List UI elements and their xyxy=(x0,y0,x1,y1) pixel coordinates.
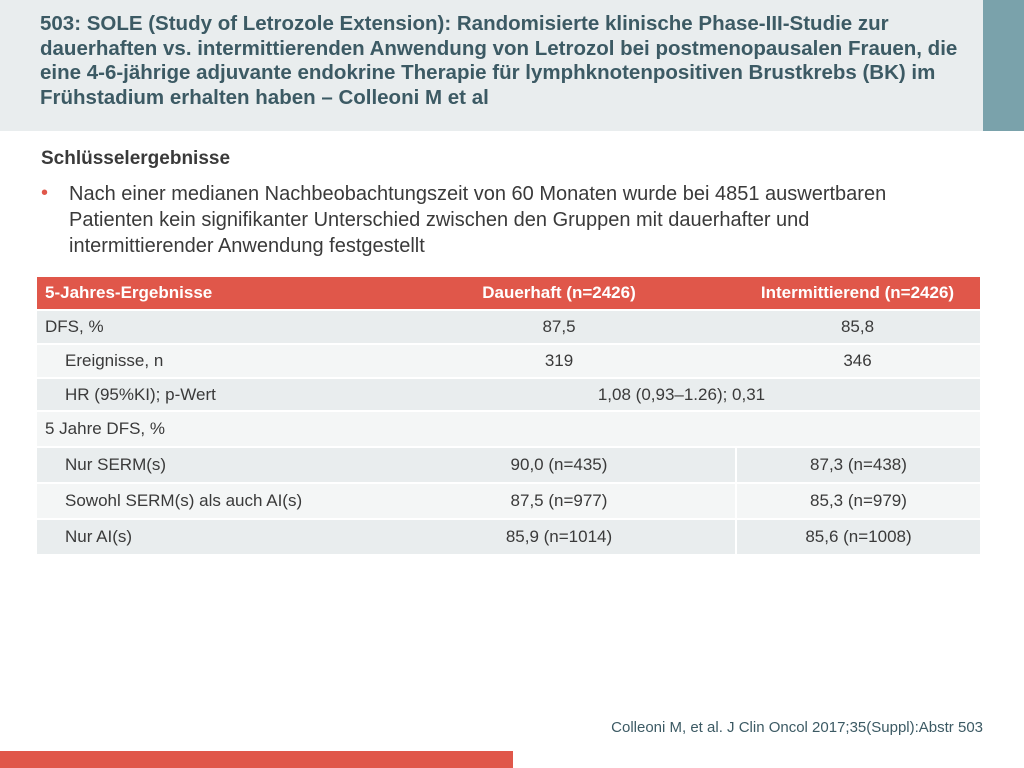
header-cell-continuous: Dauerhaft (n=2426) xyxy=(482,283,636,302)
table-row xyxy=(37,379,980,412)
bullet-icon: • xyxy=(41,182,49,204)
row-label: Nur SERM(s) xyxy=(65,455,167,474)
row-label: Sowohl SERM(s) als auch AI(s) xyxy=(65,491,303,510)
title-accent-bar xyxy=(983,0,1024,131)
row-value-intermittent: 346 xyxy=(843,351,872,370)
section-heading: Schlüsselergebnisse xyxy=(41,148,231,169)
row-value-intermittent: 85,3 (n=979) xyxy=(735,484,980,518)
table-row xyxy=(37,520,980,556)
table-header-row xyxy=(37,277,980,311)
results-table xyxy=(37,277,980,556)
row-label: Nur AI(s) xyxy=(65,527,133,546)
table-row xyxy=(37,345,980,379)
table-row xyxy=(37,412,980,448)
citation: Colleoni M, et al. J Clin Oncol 2017;35(Suppl):Abstr 503 xyxy=(611,719,983,736)
row-value-intermittent: 85,6 (n=1008) xyxy=(735,520,980,554)
slide-title: 503: SOLE (Study of Letrozole Extension): Randomisierte klinische Phase-III-Studie zur dauerhaften vs. intermittierenden Anwendung von Letrozol bei postmenopausalen Frauen, die eine 4-6-jährige adjuvante endokrine Therapie für lymphknotenpositiven Brustkrebs (BK) im Frühstadium erhalten haben – Colleoni M et al xyxy=(40,12,958,109)
header-cell-intermittent: Intermittierend (n=2426) xyxy=(760,283,955,302)
row-label: 5 Jahre DFS, % xyxy=(45,419,165,438)
table-row xyxy=(37,448,980,484)
footer-accent-bar xyxy=(0,751,513,768)
row-value-continuous: 319 xyxy=(544,351,574,370)
row-value-intermittent: 85,8 xyxy=(840,317,875,336)
header-cell-outcome: 5-Jahres-Ergebnisse xyxy=(45,283,213,302)
row-label: DFS, % xyxy=(45,317,104,336)
row-value-continuous: 87,5 xyxy=(542,317,576,336)
row-value-intermittent: 87,3 (n=438) xyxy=(735,448,980,482)
bullet-text: Nach einer medianen Nachbeobachtungszeit von 60 Monaten wurde bei 4851 auswertbaren Patienten kein signifikanter Unterschied zwischen den Gruppen mit dauerhafter und intermittierender Anwendung festgestellt xyxy=(69,183,887,257)
table-row xyxy=(37,311,980,345)
row-value-continuous: 85,9 (n=1014) xyxy=(505,527,613,546)
row-value-continuous: 90,0 (n=435) xyxy=(510,455,608,474)
table-row xyxy=(37,484,980,520)
row-value-merged: 1,08 (0,93–1.26); 0,31 xyxy=(597,384,766,404)
row-value-continuous: 87,5 (n=977) xyxy=(510,491,608,510)
row-label: HR (95%KI); p-Wert xyxy=(65,384,216,404)
row-label: Ereignisse, n xyxy=(65,351,164,370)
